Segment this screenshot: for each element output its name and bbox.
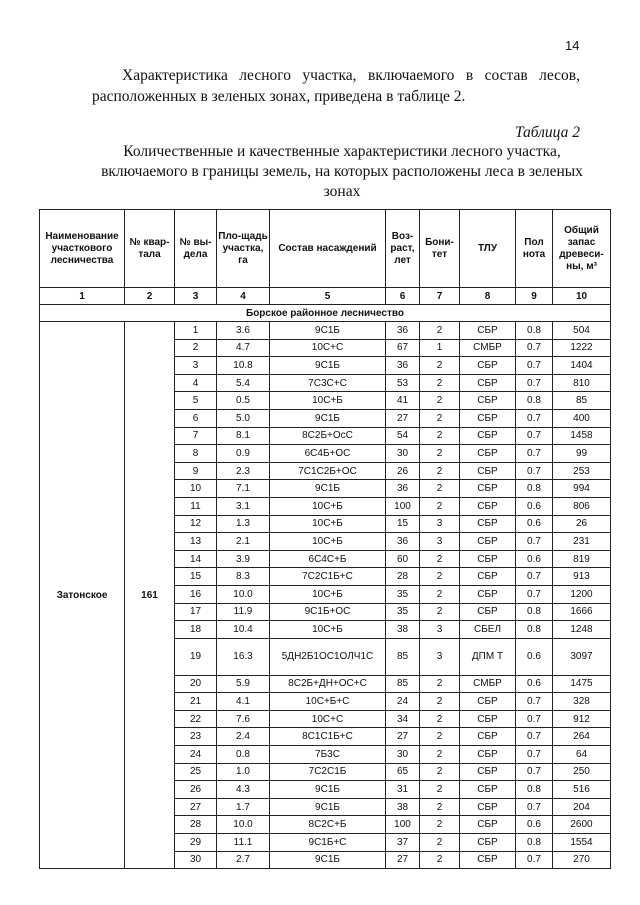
allotment-cell: 30	[175, 851, 217, 869]
area-cell: 4.1	[217, 693, 270, 711]
tlu-cell: СБР	[460, 781, 516, 799]
stock-cell: 400	[553, 409, 611, 427]
table-row	[40, 322, 611, 340]
density-cell: 0.7	[516, 568, 553, 586]
density-cell: 0.8	[516, 392, 553, 410]
bonitet-cell: 2	[420, 445, 460, 463]
area-cell: 2.4	[217, 728, 270, 746]
composition-cell: 9С1Б	[270, 409, 386, 427]
composition-cell: 8С2Б+ДН+ОС+С	[270, 675, 386, 693]
stock-cell: 1458	[553, 427, 611, 445]
tlu-cell: СБР	[460, 763, 516, 781]
density-cell: 0.7	[516, 409, 553, 427]
tlu-cell: СБР	[460, 798, 516, 816]
area-cell: 5.0	[217, 409, 270, 427]
density-cell: 0.7	[516, 427, 553, 445]
bonitet-cell: 2	[420, 409, 460, 427]
age-cell: 15	[386, 515, 420, 533]
column-number: 5	[270, 288, 386, 305]
area-cell: 0.8	[217, 746, 270, 764]
allotment-cell: 14	[175, 550, 217, 568]
column-number: 3	[175, 288, 217, 305]
density-cell: 0.7	[516, 445, 553, 463]
header-bonitet: Бони-тет	[420, 210, 460, 288]
bonitet-cell: 2	[420, 603, 460, 621]
bonitet-cell: 2	[420, 568, 460, 586]
allotment-cell: 21	[175, 693, 217, 711]
bonitet-cell: 2	[420, 816, 460, 834]
age-cell: 38	[386, 621, 420, 639]
area-cell: 5.4	[217, 374, 270, 392]
bonitet-cell: 2	[420, 322, 460, 340]
column-number: 7	[420, 288, 460, 305]
allotment-cell: 2	[175, 339, 217, 357]
stock-cell: 994	[553, 480, 611, 498]
forestry-name-cell: Затонское	[40, 322, 125, 869]
stock-cell: 1222	[553, 339, 611, 357]
age-cell: 30	[386, 746, 420, 764]
composition-cell: 7С3С+С	[270, 374, 386, 392]
stock-cell: 264	[553, 728, 611, 746]
allotment-cell: 4	[175, 374, 217, 392]
section-title: Борское районное лесничество	[40, 305, 611, 322]
age-cell: 27	[386, 851, 420, 869]
density-cell: 0.6	[516, 638, 553, 675]
stock-cell: 1666	[553, 603, 611, 621]
age-cell: 36	[386, 357, 420, 375]
intro-text: Характеристика лесного участка, включаемого в состав лесов, расположенных в зеленых зонах, приведена в таблице 2.	[92, 67, 580, 105]
column-number: 6	[386, 288, 420, 305]
tlu-cell: СБР	[460, 851, 516, 869]
allotment-cell: 12	[175, 515, 217, 533]
area-cell: 7.1	[217, 480, 270, 498]
age-cell: 35	[386, 603, 420, 621]
tlu-cell: СБР	[460, 585, 516, 603]
density-cell: 0.7	[516, 374, 553, 392]
bonitet-cell: 3	[420, 638, 460, 675]
allotment-cell: 26	[175, 781, 217, 799]
stock-cell: 806	[553, 497, 611, 515]
age-cell: 36	[386, 322, 420, 340]
bonitet-cell: 2	[420, 480, 460, 498]
composition-cell: 9С1Б	[270, 322, 386, 340]
composition-cell: 9С1Б+С	[270, 834, 386, 852]
quarter-cell: 161	[125, 322, 175, 869]
area-cell: 1.0	[217, 763, 270, 781]
bonitet-cell: 2	[420, 550, 460, 568]
column-number: 1	[40, 288, 125, 305]
stock-cell: 2600	[553, 816, 611, 834]
density-cell: 0.7	[516, 357, 553, 375]
area-cell: 8.3	[217, 568, 270, 586]
stock-cell: 810	[553, 374, 611, 392]
composition-cell: 6С4С+Б	[270, 550, 386, 568]
density-cell: 0.8	[516, 322, 553, 340]
age-cell: 27	[386, 409, 420, 427]
age-cell: 85	[386, 675, 420, 693]
table-title: Количественные и качественные характеристики лесного участка, включаемого в границы земель, на которых расположены леса в зеленых зонах	[101, 143, 583, 200]
tlu-cell: СБР	[460, 409, 516, 427]
bonitet-cell: 1	[420, 339, 460, 357]
area-cell: 3.1	[217, 497, 270, 515]
composition-cell: 7С2С1Б	[270, 763, 386, 781]
area-cell: 10.0	[217, 585, 270, 603]
composition-cell: 8С1С1Б+С	[270, 728, 386, 746]
tlu-cell: СБР	[460, 480, 516, 498]
density-cell: 0.8	[516, 834, 553, 852]
age-cell: 24	[386, 693, 420, 711]
area-cell: 11.9	[217, 603, 270, 621]
area-cell: 2.1	[217, 533, 270, 551]
composition-cell: 10С+Б	[270, 533, 386, 551]
composition-cell: 9С1Б	[270, 851, 386, 869]
composition-cell: 10С+Б	[270, 497, 386, 515]
allotment-cell: 17	[175, 603, 217, 621]
bonitet-cell: 3	[420, 533, 460, 551]
composition-cell: 10С+Б+С	[270, 693, 386, 711]
stock-cell: 504	[553, 322, 611, 340]
area-cell: 10.8	[217, 357, 270, 375]
allotment-cell: 3	[175, 357, 217, 375]
density-cell: 0.7	[516, 710, 553, 728]
area-cell: 7.6	[217, 710, 270, 728]
header-forestry: Наименование участкового лесничества	[40, 210, 125, 288]
area-cell: 3.9	[217, 550, 270, 568]
tlu-cell: СМБР	[460, 675, 516, 693]
density-cell: 0.7	[516, 533, 553, 551]
bonitet-cell: 2	[420, 675, 460, 693]
stock-cell: 231	[553, 533, 611, 551]
allotment-cell: 10	[175, 480, 217, 498]
composition-cell: 9С1Б	[270, 798, 386, 816]
header-area: Пло-щадь участка, га	[217, 210, 270, 288]
allotment-cell: 19	[175, 638, 217, 675]
density-cell: 0.7	[516, 339, 553, 357]
tlu-cell: СБР	[460, 445, 516, 463]
stock-cell: 328	[553, 693, 611, 711]
density-cell: 0.7	[516, 728, 553, 746]
column-number: 4	[217, 288, 270, 305]
age-cell: 36	[386, 480, 420, 498]
tlu-cell: СБР	[460, 357, 516, 375]
density-cell: 0.8	[516, 781, 553, 799]
bonitet-cell: 2	[420, 693, 460, 711]
tlu-cell: СБР	[460, 710, 516, 728]
bonitet-cell: 2	[420, 710, 460, 728]
forest-characteristics-table	[39, 209, 611, 869]
allotment-cell: 8	[175, 445, 217, 463]
intro-paragraph	[92, 65, 580, 107]
age-cell: 26	[386, 462, 420, 480]
area-cell: 16.3	[217, 638, 270, 675]
allotment-cell: 9	[175, 462, 217, 480]
density-cell: 0.7	[516, 462, 553, 480]
area-cell: 0.5	[217, 392, 270, 410]
stock-cell: 85	[553, 392, 611, 410]
age-cell: 28	[386, 568, 420, 586]
composition-cell: 10С+Б	[270, 585, 386, 603]
age-cell: 65	[386, 763, 420, 781]
composition-cell: 10С+С	[270, 339, 386, 357]
area-cell: 0.9	[217, 445, 270, 463]
column-number: 10	[553, 288, 611, 305]
density-cell: 0.6	[516, 675, 553, 693]
density-cell: 0.8	[516, 603, 553, 621]
allotment-cell: 5	[175, 392, 217, 410]
stock-cell: 99	[553, 445, 611, 463]
stock-cell: 1200	[553, 585, 611, 603]
allotment-cell: 16	[175, 585, 217, 603]
composition-cell: 8С2Б+ОсС	[270, 427, 386, 445]
composition-cell: 9С1Б	[270, 781, 386, 799]
density-cell: 0.7	[516, 798, 553, 816]
tlu-cell: СБР	[460, 374, 516, 392]
stock-cell: 270	[553, 851, 611, 869]
stock-cell: 204	[553, 798, 611, 816]
age-cell: 100	[386, 816, 420, 834]
composition-cell: 10С+Б	[270, 392, 386, 410]
age-cell: 35	[386, 585, 420, 603]
bonitet-cell: 2	[420, 585, 460, 603]
stock-cell: 516	[553, 781, 611, 799]
density-cell: 0.6	[516, 816, 553, 834]
bonitet-cell: 2	[420, 374, 460, 392]
allotment-cell: 7	[175, 427, 217, 445]
bonitet-cell: 2	[420, 834, 460, 852]
bonitet-cell: 2	[420, 763, 460, 781]
bonitet-cell: 2	[420, 427, 460, 445]
bonitet-cell: 2	[420, 392, 460, 410]
age-cell: 31	[386, 781, 420, 799]
allotment-cell: 29	[175, 834, 217, 852]
age-cell: 38	[386, 798, 420, 816]
allotment-cell: 22	[175, 710, 217, 728]
header-stock: Общий запас древеси-ны, м³	[553, 210, 611, 288]
area-cell: 10.4	[217, 621, 270, 639]
composition-cell: 7Б3С	[270, 746, 386, 764]
bonitet-cell: 3	[420, 515, 460, 533]
bonitet-cell: 2	[420, 851, 460, 869]
stock-cell: 819	[553, 550, 611, 568]
tlu-cell: СБР	[460, 533, 516, 551]
tlu-cell: СБР	[460, 392, 516, 410]
tlu-cell: СБР	[460, 728, 516, 746]
age-cell: 53	[386, 374, 420, 392]
stock-cell: 1554	[553, 834, 611, 852]
stock-cell: 1248	[553, 621, 611, 639]
area-cell: 2.7	[217, 851, 270, 869]
density-cell: 0.6	[516, 497, 553, 515]
age-cell: 27	[386, 728, 420, 746]
composition-cell: 7С1С2Б+ОС	[270, 462, 386, 480]
bonitet-cell: 2	[420, 728, 460, 746]
area-cell: 10.0	[217, 816, 270, 834]
allotment-cell: 24	[175, 746, 217, 764]
column-number: 8	[460, 288, 516, 305]
allotment-cell: 23	[175, 728, 217, 746]
tlu-cell: СБР	[460, 322, 516, 340]
age-cell: 37	[386, 834, 420, 852]
stock-cell: 912	[553, 710, 611, 728]
area-cell: 3.6	[217, 322, 270, 340]
tlu-cell: СБР	[460, 497, 516, 515]
tlu-cell: СБР	[460, 462, 516, 480]
age-cell: 100	[386, 497, 420, 515]
allotment-cell: 18	[175, 621, 217, 639]
allotment-cell: 13	[175, 533, 217, 551]
tlu-cell: СБР	[460, 568, 516, 586]
composition-cell: 10С+Б	[270, 515, 386, 533]
density-cell: 0.6	[516, 550, 553, 568]
header-quarter: № квар-тала	[125, 210, 175, 288]
composition-cell: 9С1Б	[270, 357, 386, 375]
stock-cell: 913	[553, 568, 611, 586]
tlu-cell: СБЕЛ	[460, 621, 516, 639]
composition-cell: 6С4Б+ОС	[270, 445, 386, 463]
allotment-cell: 6	[175, 409, 217, 427]
area-cell: 8.1	[217, 427, 270, 445]
bonitet-cell: 2	[420, 781, 460, 799]
density-cell: 0.7	[516, 851, 553, 869]
bonitet-cell: 3	[420, 621, 460, 639]
density-cell: 0.8	[516, 621, 553, 639]
column-number: 2	[125, 288, 175, 305]
allotment-cell: 1	[175, 322, 217, 340]
allotment-cell: 28	[175, 816, 217, 834]
stock-cell: 64	[553, 746, 611, 764]
tlu-cell: СБР	[460, 550, 516, 568]
area-cell: 4.3	[217, 781, 270, 799]
tlu-cell: ДПМ Т	[460, 638, 516, 675]
bonitet-cell: 2	[420, 357, 460, 375]
density-cell: 0.7	[516, 763, 553, 781]
bonitet-cell: 2	[420, 462, 460, 480]
allotment-cell: 20	[175, 675, 217, 693]
tlu-cell: СБР	[460, 427, 516, 445]
density-cell: 0.7	[516, 585, 553, 603]
tlu-cell: СБР	[460, 693, 516, 711]
area-cell: 1.7	[217, 798, 270, 816]
composition-cell: 10С+Б	[270, 621, 386, 639]
stock-cell: 1404	[553, 357, 611, 375]
composition-cell: 7С2С1Б+С	[270, 568, 386, 586]
tlu-cell: СБР	[460, 603, 516, 621]
age-cell: 41	[386, 392, 420, 410]
composition-cell: 10С+С	[270, 710, 386, 728]
density-cell: 0.7	[516, 746, 553, 764]
tlu-cell: СБР	[460, 515, 516, 533]
bonitet-cell: 2	[420, 746, 460, 764]
density-cell: 0.6	[516, 515, 553, 533]
header-allotment: № вы-дела	[175, 210, 217, 288]
tlu-cell: СМБР	[460, 339, 516, 357]
age-cell: 67	[386, 339, 420, 357]
area-cell: 1.3	[217, 515, 270, 533]
age-cell: 30	[386, 445, 420, 463]
age-cell: 36	[386, 533, 420, 551]
density-cell: 0.7	[516, 693, 553, 711]
density-cell: 0.8	[516, 480, 553, 498]
tlu-cell: СБР	[460, 834, 516, 852]
area-cell: 5.9	[217, 675, 270, 693]
composition-cell: 9С1Б+ОС	[270, 603, 386, 621]
composition-cell: 9С1Б	[270, 480, 386, 498]
stock-cell: 3097	[553, 638, 611, 675]
page-number: 14	[565, 38, 580, 53]
header-row	[40, 210, 611, 288]
age-cell: 60	[386, 550, 420, 568]
composition-cell: 5ДН2Б1ОС1ОЛЧ1С	[270, 638, 386, 675]
header-density: Пол нота	[516, 210, 553, 288]
age-cell: 54	[386, 427, 420, 445]
composition-cell: 8С2С+Б	[270, 816, 386, 834]
allotment-cell: 11	[175, 497, 217, 515]
bonitet-cell: 2	[420, 497, 460, 515]
stock-cell: 253	[553, 462, 611, 480]
allotment-cell: 25	[175, 763, 217, 781]
age-cell: 34	[386, 710, 420, 728]
section-row	[40, 305, 611, 322]
tlu-cell: СБР	[460, 816, 516, 834]
bonitet-cell: 2	[420, 798, 460, 816]
allotment-cell: 27	[175, 798, 217, 816]
age-cell: 85	[386, 638, 420, 675]
area-cell: 11.1	[217, 834, 270, 852]
stock-cell: 250	[553, 763, 611, 781]
table-label: Таблица 2	[514, 124, 580, 141]
header-composition: Состав насаждений	[270, 210, 386, 288]
stock-cell: 26	[553, 515, 611, 533]
column-number-row	[40, 288, 611, 305]
area-cell: 2.3	[217, 462, 270, 480]
column-number: 9	[516, 288, 553, 305]
header-tlu: ТЛУ	[460, 210, 516, 288]
tlu-cell: СБР	[460, 746, 516, 764]
area-cell: 4.7	[217, 339, 270, 357]
header-age: Воз-раст, лет	[386, 210, 420, 288]
allotment-cell: 15	[175, 568, 217, 586]
stock-cell: 1475	[553, 675, 611, 693]
